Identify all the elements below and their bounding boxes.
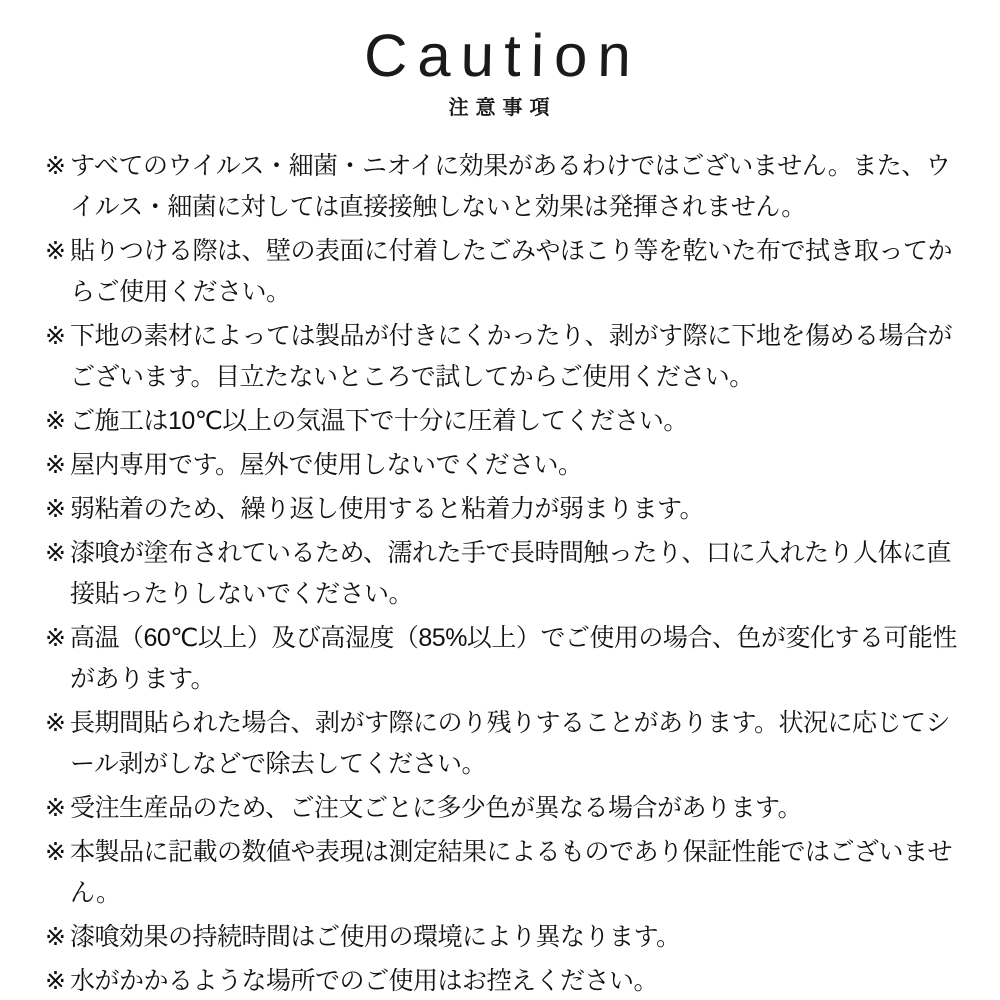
caution-item (45, 316, 960, 398)
note-text: 漆喰が塗布されているため、濡れた手で長時間触ったり、口に入れたり人体に直接貼ったりしないでください。 (70, 539, 952, 608)
page-header (45, 24, 960, 120)
note-marker: ※ (45, 923, 66, 951)
note-marker: ※ (45, 451, 66, 479)
note-marker: ※ (45, 794, 66, 822)
note-marker: ※ (45, 624, 66, 652)
note-text: すべてのウイルス・細菌・ニオイに効果があるわけではございません。また、ウイルス・細菌に対しては直接接触しないと効果は発揮されません。 (70, 152, 951, 221)
note-text: 長期間貼られた場合、剥がす際にのり残りすることがあります。状況に応じてシール剥がしなどで除去してください。 (70, 709, 951, 778)
caution-item (45, 445, 960, 486)
caution-list (45, 146, 960, 1000)
note-marker: ※ (45, 237, 66, 265)
note-marker: ※ (45, 495, 66, 523)
note-text: 水がかかるような場所でのご使用はお控えください。 (70, 967, 659, 995)
note-marker: ※ (45, 838, 66, 866)
caution-item (45, 533, 960, 615)
note-text: 高温（60℃以上）及び高湿度（85%以上）でご使用の場合、色が変化する可能性があります。 (70, 624, 957, 693)
caution-item (45, 489, 960, 530)
note-text: 本製品に記載の数値や表現は測定結果によるものであり保証性能ではございません。 (70, 838, 953, 907)
note-text: 受注生産品のため、ご注文ごとに多少色が異なる場合があります。 (70, 794, 803, 822)
caution-item (45, 917, 960, 958)
note-marker: ※ (45, 709, 66, 737)
page-title: Caution (363, 22, 642, 89)
note-text: 屋内専用です。屋外で使用しないでください。 (70, 451, 583, 479)
caution-item (45, 703, 960, 785)
note-marker: ※ (45, 407, 66, 435)
note-marker: ※ (45, 152, 66, 180)
caution-item (45, 401, 960, 442)
note-text: 貼りつける際は、壁の表面に付着したごみやほこり等を乾いた布で拭き取ってからご使用ください。 (70, 237, 953, 306)
note-marker: ※ (45, 539, 66, 567)
note-marker: ※ (45, 322, 66, 350)
note-marker: ※ (45, 967, 66, 995)
caution-item (45, 618, 960, 700)
caution-item (45, 788, 960, 829)
caution-item (45, 832, 960, 914)
caution-item (45, 961, 960, 1000)
note-text: 漆喰効果の持続時間はご使用の環境により異なります。 (70, 923, 681, 951)
note-text: ご施工は10℃以上の気温下で十分に圧着してください。 (70, 407, 688, 435)
note-text: 下地の素材によっては製品が付きにくかったり、剥がす際に下地を傷める場合がございます。目立たないところで試してからご使用ください。 (70, 322, 953, 391)
note-text: 弱粘着のため、繰り返し使用すると粘着力が弱まります。 (70, 495, 705, 523)
caution-item (45, 231, 960, 313)
caution-item (45, 146, 960, 228)
page-subtitle: 注意事項 (448, 97, 557, 119)
